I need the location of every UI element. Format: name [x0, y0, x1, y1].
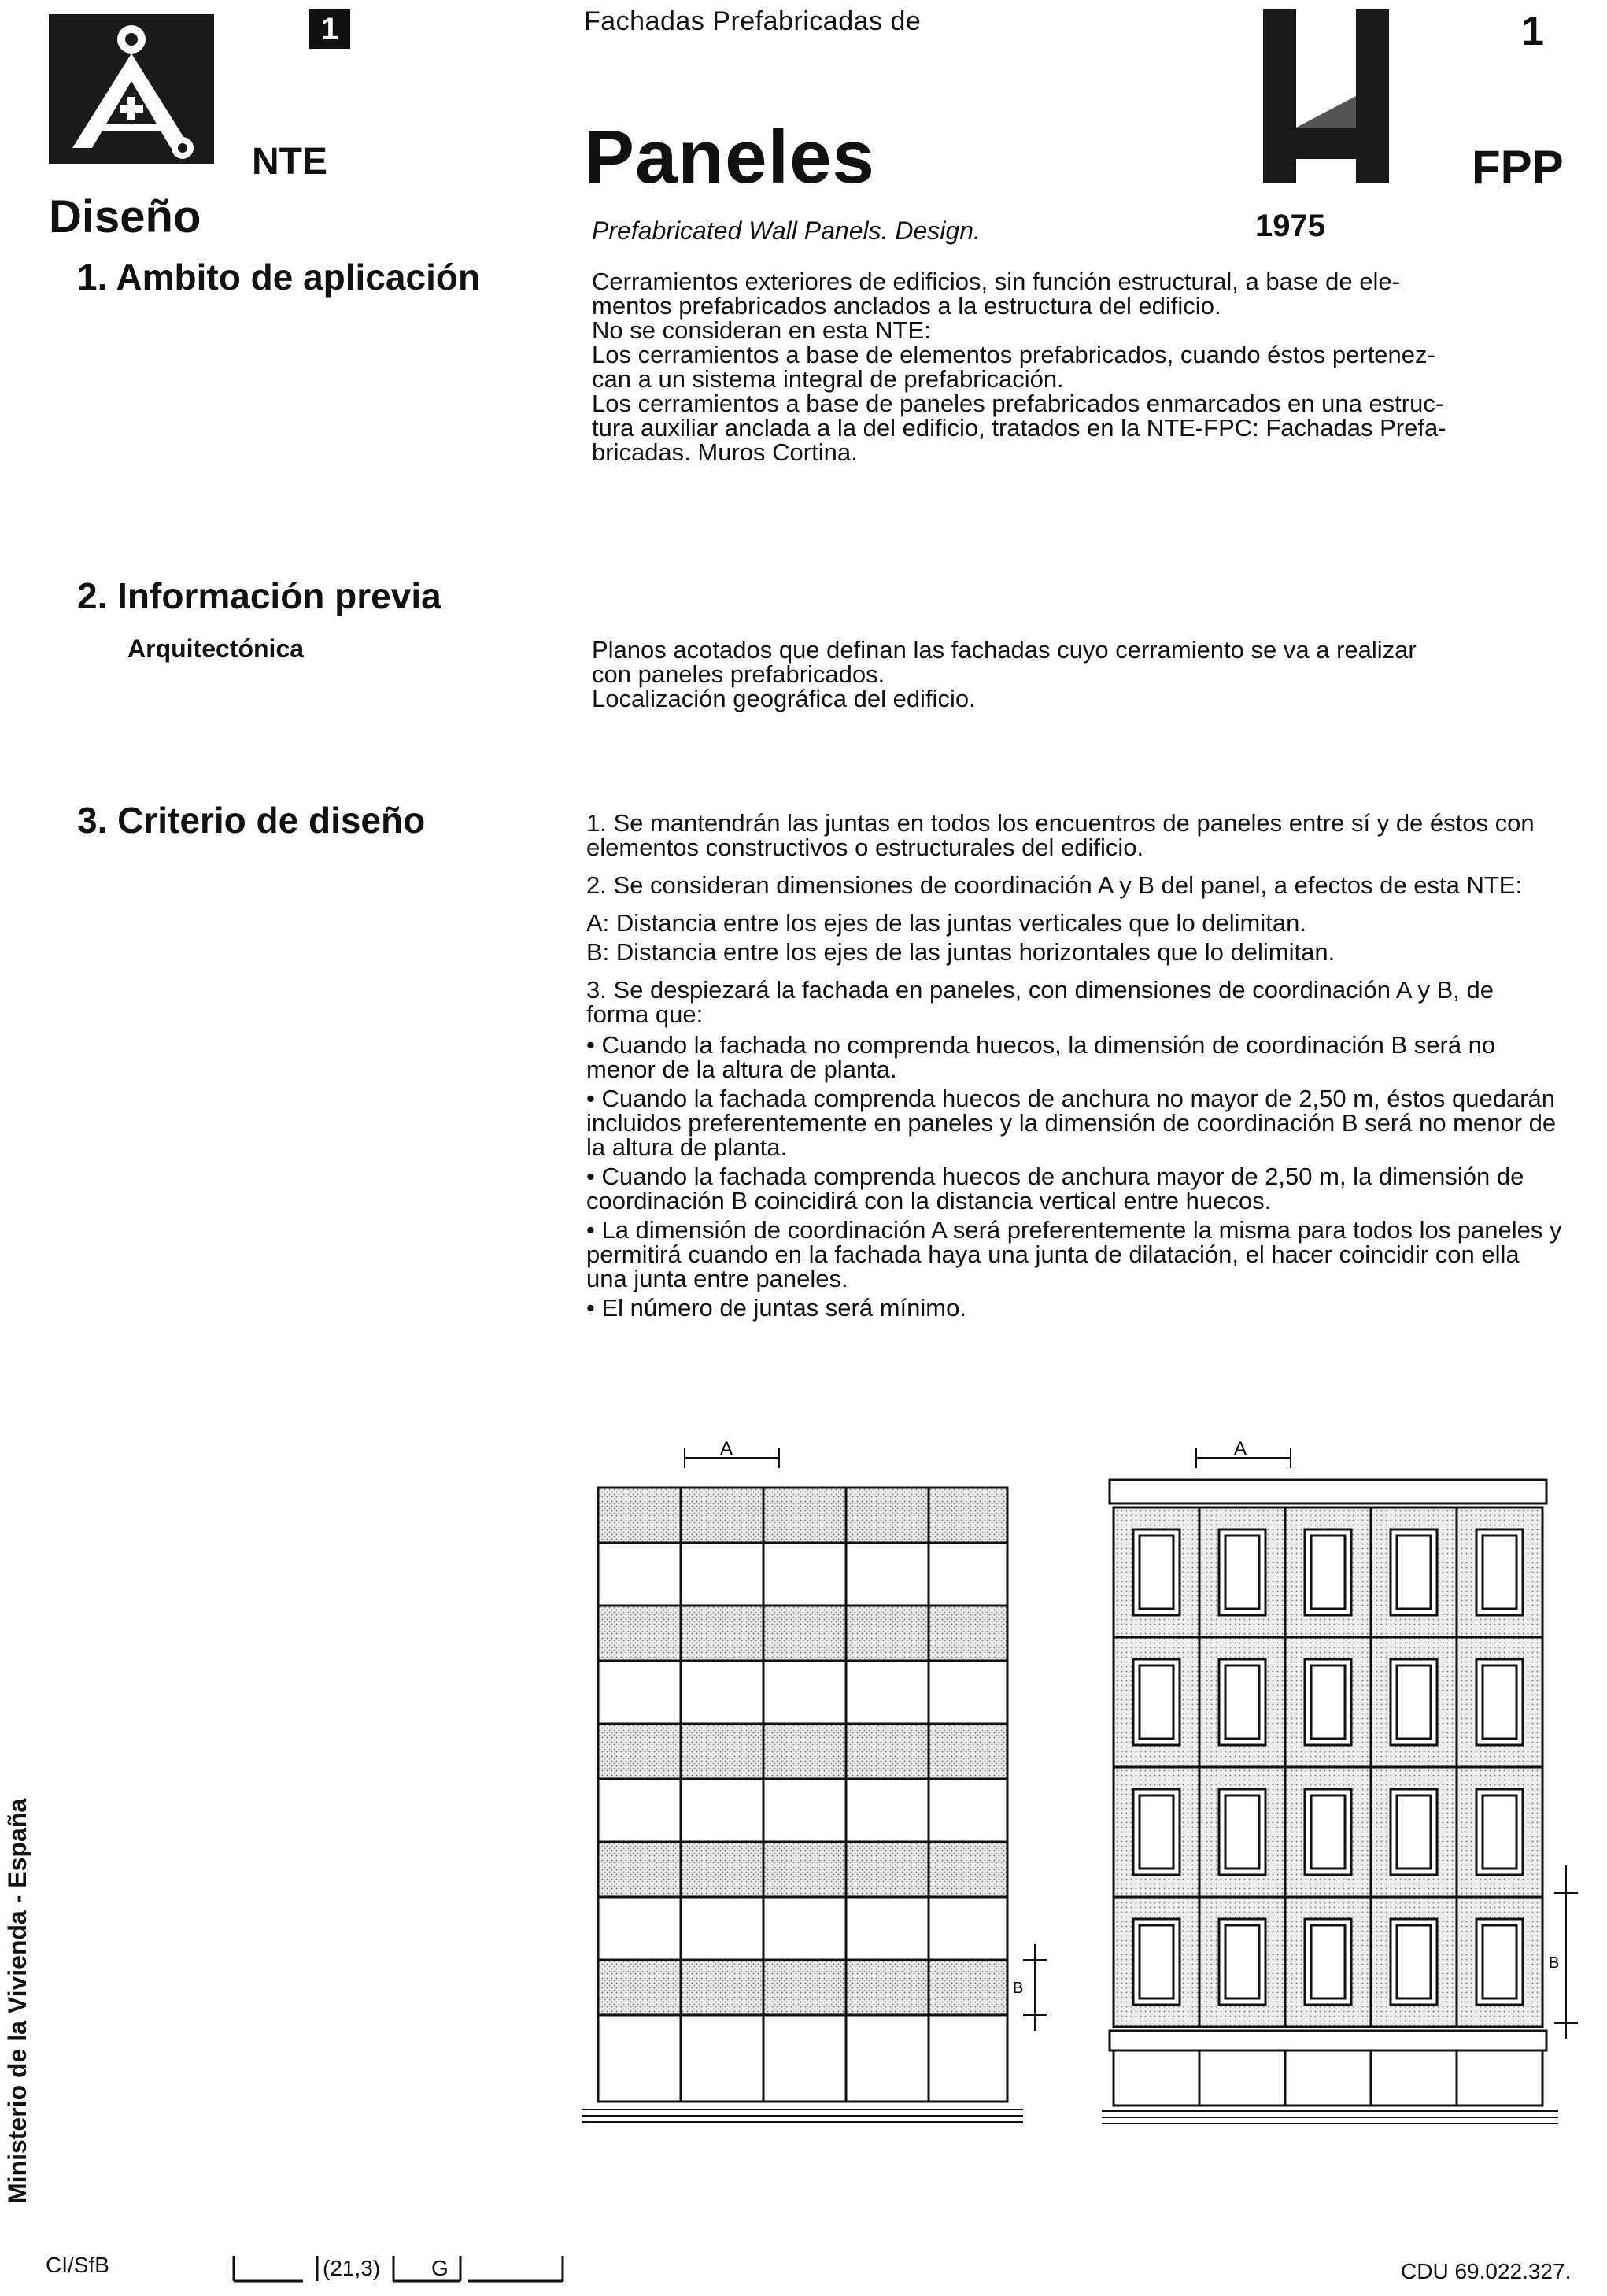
h-symbol-icon [1263, 9, 1389, 183]
section-3-heading: 3. Criterio de diseño [77, 800, 426, 841]
text-line: No se consideran en esta NTE: [592, 316, 931, 344]
text-line: Los cerramientos a base de paneles prefabricados enmarcados en una estruc- [592, 390, 1444, 417]
text-line: mentos prefabricados anclados a la estructura del edificio. [592, 292, 1221, 320]
footer-box-1: (21,3) [323, 2256, 381, 2280]
year: 1975 [1255, 209, 1325, 243]
text-line: Localización geográfica del edificio. [592, 685, 976, 712]
facade-panels-diagram [582, 1425, 1055, 2133]
page-number: 1 [1521, 9, 1544, 54]
text-line: Cerramientos exteriores de edificios, sin función estructural, a base de ele- [592, 268, 1400, 295]
criteria-item: • Cuando la fachada no comprenda huecos, la dimensión de coordinación B será no menor de la altura de planta. [586, 1031, 1496, 1083]
nte-logo [49, 14, 214, 164]
section-1-text [592, 269, 1568, 464]
dim-b-label-2: B [1549, 1954, 1560, 1972]
ministry-sidebar: Ministerio de la Vivienda - España [3, 1798, 31, 2204]
section-1-heading: 1. Ambito de aplicación [77, 257, 481, 298]
series-label: NTE [252, 141, 327, 183]
category-label: Diseño [49, 191, 201, 242]
footer-classification-boxes [232, 2253, 586, 2284]
facade-figure-left [582, 1425, 1055, 2133]
text-line: Planos acotados que definan las fachadas cuyo cerramiento se va a realizar [592, 636, 1417, 664]
criteria-item: 2. Se consideran dimensiones de coordinación A y B del panel, a efectos de esta NTE: [586, 871, 1523, 899]
dim-a-label: A [720, 1438, 733, 1459]
facade-figure-right [1102, 1425, 1590, 2133]
doc-code: FPP [1472, 141, 1564, 194]
page-subtitle: Prefabricated Wall Panels. Design. [592, 216, 981, 245]
criteria-item: • El número de juntas será mínimo. [586, 1294, 966, 1322]
criteria-item: • Cuando la fachada comprenda huecos de anchura no mayor de 2,50 m, éstos quedarán incluidos preferentemente en paneles y la dimensión de coordinación B será no menor de la altura de planta. [586, 1085, 1557, 1161]
criteria-item: • La dimensión de coordinación A será preferentemente la misma para todos los paneles y permitirá cuando en la fachada haya una junta de dilatación, el hacer coincidir con ella una junta entre paneles. [586, 1216, 1562, 1292]
facade-windows-diagram [1102, 1425, 1590, 2133]
criteria-item: • Cuando la fachada comprenda huecos de anchura mayor de 2,50 m, la dimensión de coordinación B coincidirá con la distancia vertical entre huecos. [586, 1163, 1524, 1215]
classification-frame-icon [232, 2253, 586, 2284]
criteria-item: A: Distancia entre los ejes de las juntas verticales que lo delimitan. [586, 909, 1306, 937]
text-line: con paneles prefabricados. [592, 660, 885, 688]
footer-box-2: G [431, 2256, 449, 2280]
criteria-item: 3. Se despiezará la fachada en paneles, con dimensiones de coordinación A y B, de forma que: [586, 976, 1494, 1028]
page-title: Paneles [584, 115, 875, 199]
section-3-text [586, 811, 1562, 1333]
compass-logo-icon [49, 14, 214, 164]
dim-a-label-2: A [1234, 1438, 1247, 1459]
badge-number: 1 [309, 9, 350, 49]
section-2-subheading: Arquitectónica [127, 634, 305, 663]
criteria-item: 1. Se mantendrán las juntas en todos los encuentros de paneles entre sí y de éstos con elementos constructivos o estructurales del edificio. [586, 809, 1535, 861]
text-line: bricadas. Muros Cortina. [592, 438, 858, 466]
section-2-text [592, 638, 1568, 711]
text-line: Los cerramientos a base de elementos prefabricados, cuando éstos pertenez- [592, 341, 1435, 368]
footer-cdu: CDU 69.022.327. [1401, 2259, 1572, 2283]
text-line: can a un sistema integral de prefabricación. [592, 365, 1064, 393]
criteria-item: B: Distancia entre los ejes de las juntas horizontales que lo delimitan. [586, 938, 1335, 966]
footer-cisfb: CI/SfB [46, 2253, 109, 2277]
h-logo [1263, 9, 1389, 183]
section-2-heading: 2. Información previa [77, 575, 441, 616]
top-label: Fachadas Prefabricadas de [584, 6, 922, 36]
dim-b-label: B [1013, 1980, 1024, 1997]
text-line: tura auxiliar anclada a la del edificio, tratados en la NTE-FPC: Fachadas Prefa- [592, 414, 1446, 442]
